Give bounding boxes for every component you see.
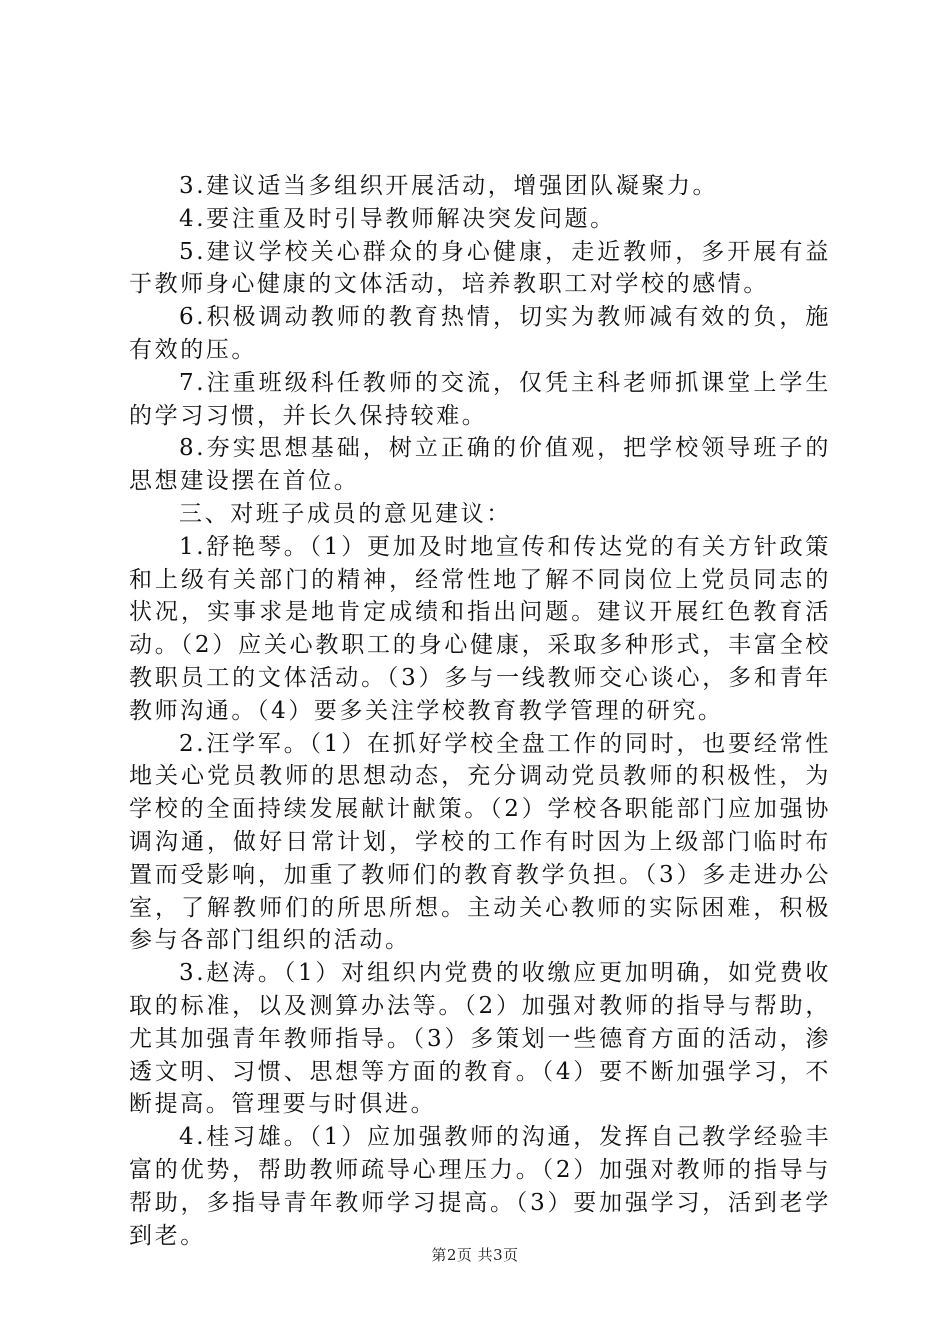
paragraph-member-4: 4.桂习雄。（1）应加强教师的沟通，发挥自己教学经验丰富的优势，帮助教师疏导心理压力。（2）加强对教师的指导与帮助，多指导青年教师学习提高。（3）要加强学习，活到老学到老。	[129, 1124, 831, 1249]
paragraph-suggestion-6: 6.积极调动教师的教育热情，切实为教师减有效的负，施有效的压。	[129, 304, 831, 363]
paragraph-suggestion-7: 7.注重班级科任教师的交流，仅凭主科老师抓课堂上学生的学习习惯，并长久保持较难。	[129, 369, 831, 429]
paragraph-member-2: 2.汪学军。（1）在抓好学校全盘工作的同时，也要经常性地关心党员教师的思想动态，充分调动党员教师的积极性，为学校的全面持续发展献计献策。（2）学校各职能部门应加强协调沟通，做好日常计划，学校的工作有时因为上级部门临时布置而受影响，加重了教师们的教育教学负担。（3）多走进办公室，了解教师们的所思所想。主动关心教师的实际困难，积极参与各部门组织的活动。	[129, 730, 831, 954]
section-heading-member-suggestions: 三、对班子成员的意见建议：	[179, 500, 512, 527]
paragraph-suggestion-4: 4.要注重及时引导教师解决突发问题。	[179, 205, 616, 232]
paragraph-member-3: 3.赵涛。（1）对组织内党费的收缴应更加明确，如党费收取的标准，以及测算办法等。（2）加强对教师的指导与帮助，尤其加强青年教师指导。（3）多策划一些德育方面的活动，渗透文明、习惯、思想等方面的教育。（4）要不断加强学习，不断提高。管理要与时俱进。	[129, 960, 831, 1118]
paragraph-suggestion-3: 3.建议适当多组织开展活动，增强团队凝聚力。	[179, 173, 719, 199]
page-footer: 第2页 共3页	[431, 1246, 519, 1264]
paragraph-suggestion-8: 8.夯实思想基础，树立正确的价值观，把学校领导班子的思想建设摆在首位。	[129, 435, 831, 495]
paragraph-member-1: 1.舒艳琴。（1）更加及时地宣传和传达党的有关方针政策和上级有关部门的精神，经常性地了解不同岗位上党员同志的状况，实事求是地肯定成绩和指出问题。建议开展红色教育活动。（2）应关心教职工的身心健康，采取多种形式，丰富全校教职员工的文体活动。（3）多与一线教师交心谈心，多和青年教师沟通。（4）要多关注学校教育教学管理的研究。	[129, 533, 831, 724]
paragraph-suggestion-5: 5.建议学校关心群众的身心健康，走近教师，多开展有益于教师身心健康的文体活动，培养教职工对学校的感情。	[129, 238, 831, 298]
document-body	[129, 170, 831, 1252]
